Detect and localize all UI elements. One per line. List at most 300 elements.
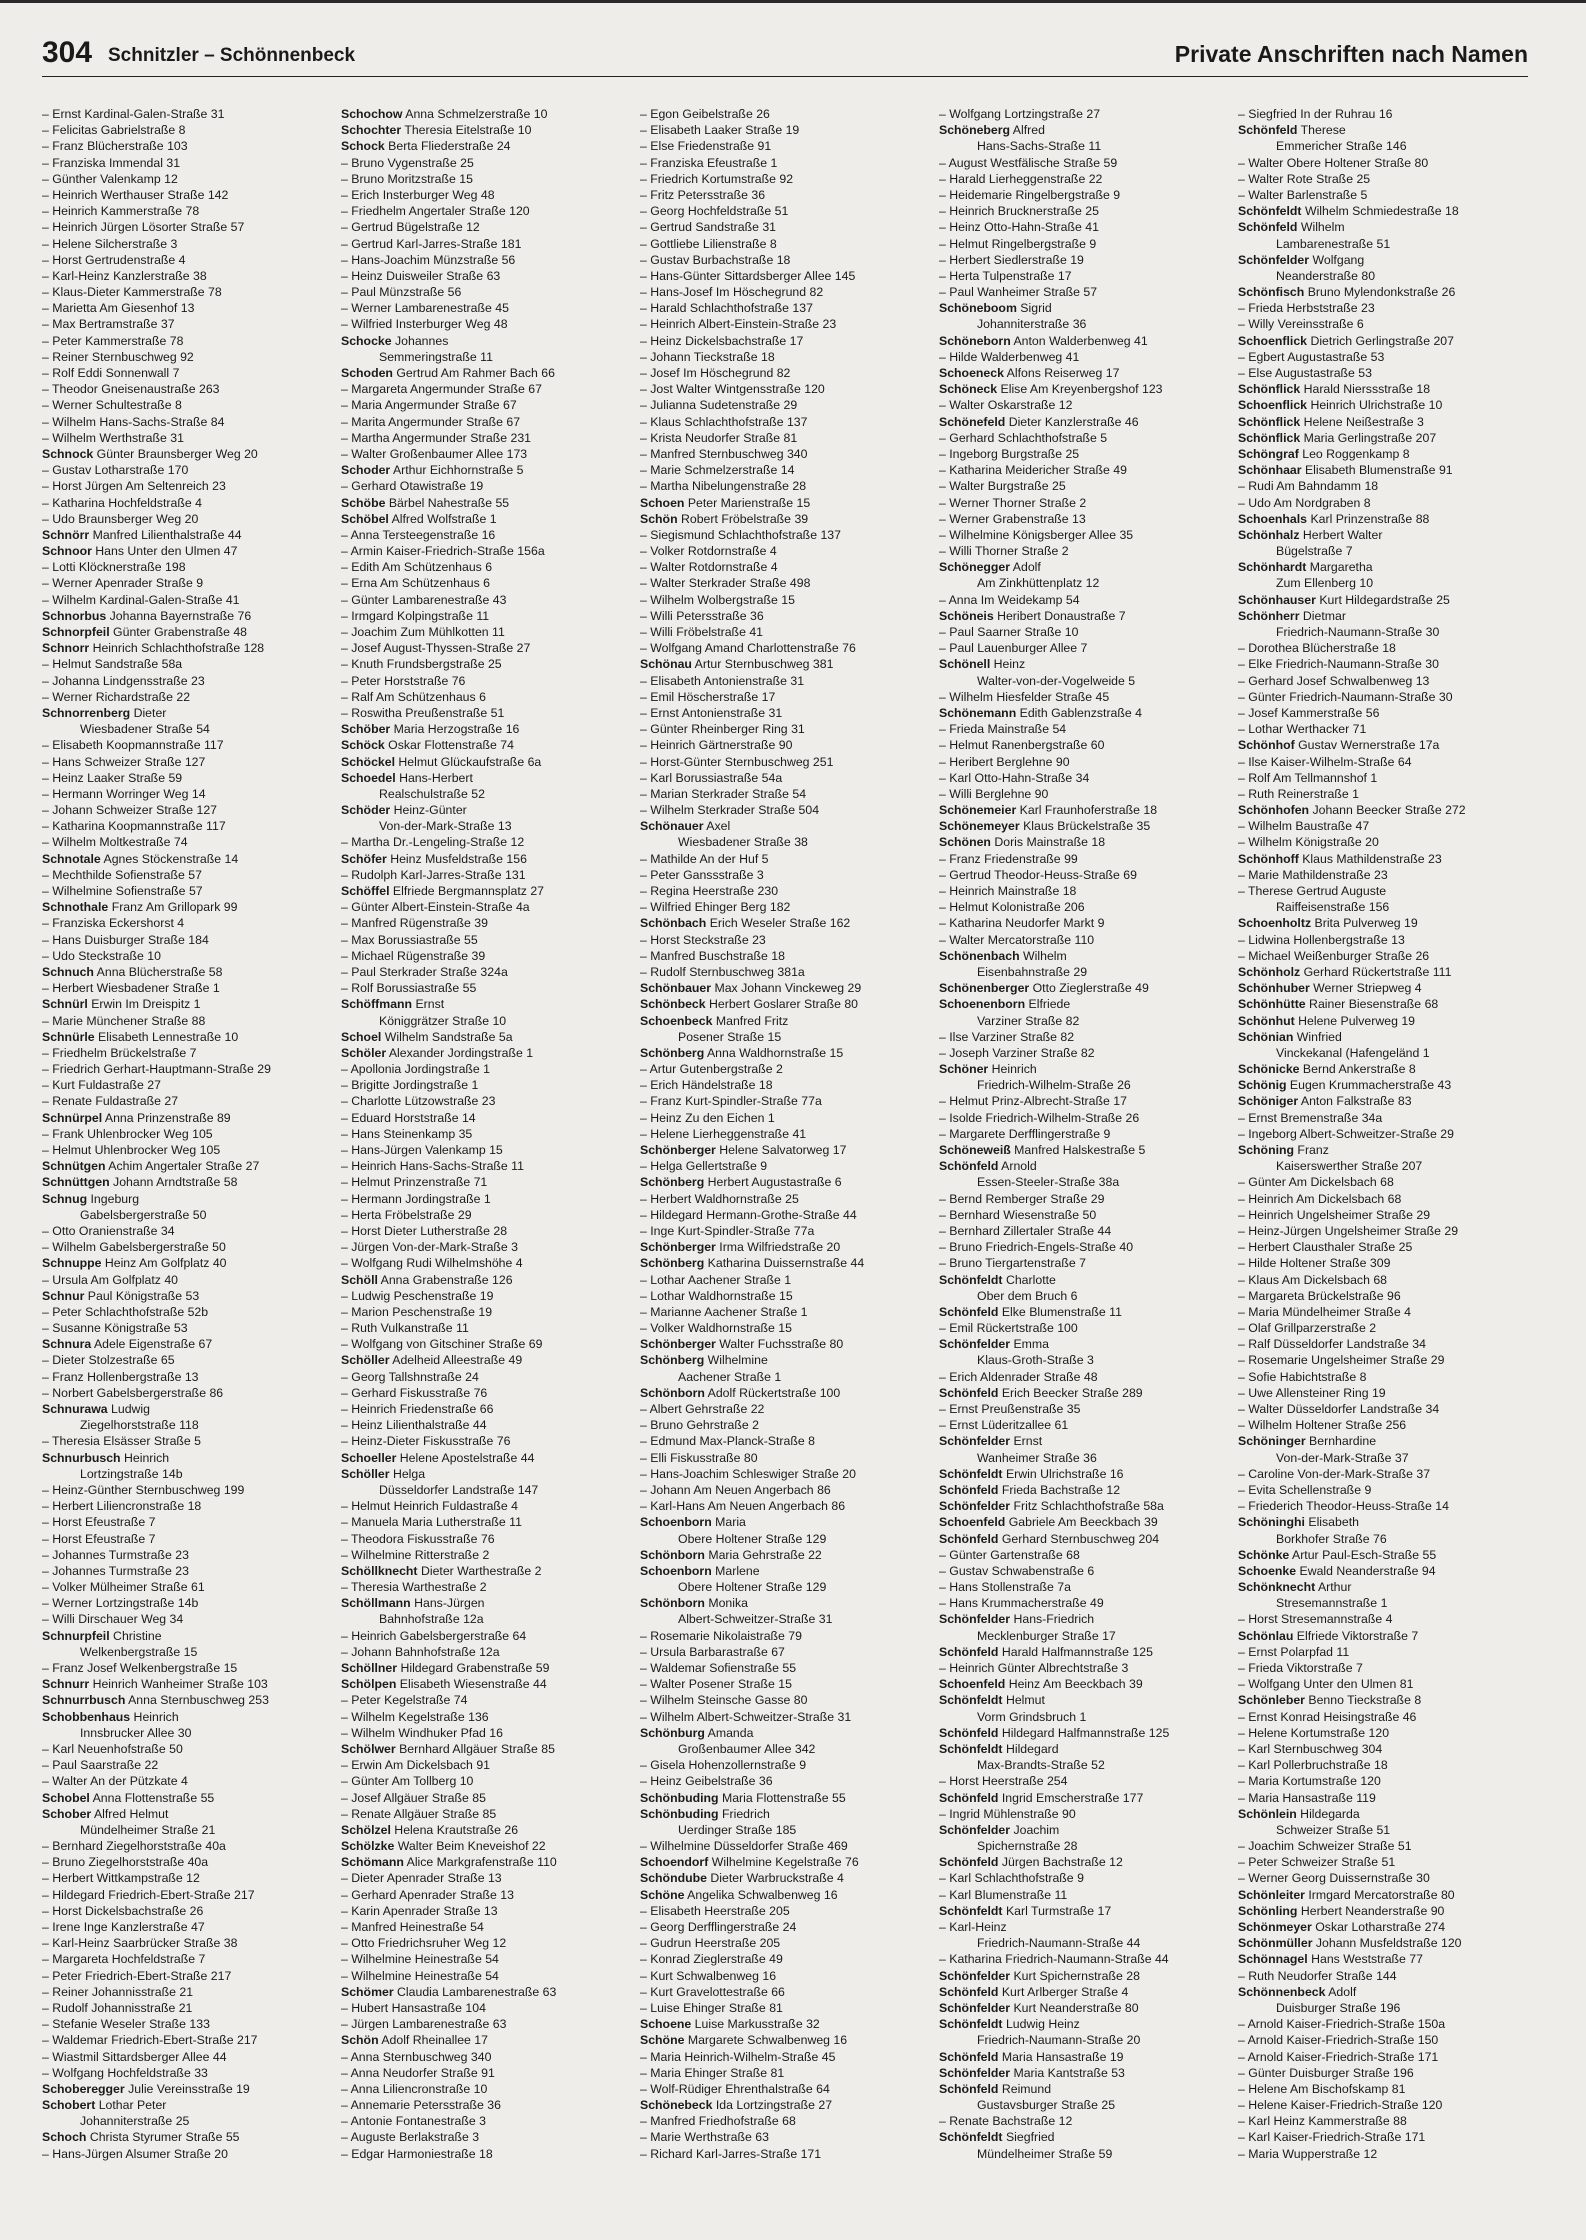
surname: Schönfisch: [1238, 285, 1305, 300]
directory-entry: Schnura Adele Eigenstraße 67: [42, 1337, 213, 1352]
directory-entry: – Hans Schweizer Straße 127: [42, 754, 206, 769]
surname: Schöfer: [341, 851, 387, 866]
surname: Schöckel: [341, 754, 395, 769]
directory-entry: – Frieda Herbststraße 23: [1238, 301, 1375, 316]
surname: Schönemeyer: [939, 819, 1020, 834]
directory-entry: Wanheimer Straße 36: [977, 1450, 1097, 1465]
surname: Schönnenbeck: [1238, 1984, 1326, 1999]
directory-entry: – Siegfried In der Ruhrau 16: [1238, 107, 1393, 121]
directory-entry: – Reiner Sternbuschweg 92: [42, 349, 194, 364]
directory-entry: – Volker Rotdornstraße 4: [640, 544, 777, 559]
surname: Schönborn: [640, 1596, 705, 1611]
directory-entry: – Ernst Kardinal-Galen-Straße 31: [42, 107, 225, 121]
directory-entry: Schöne Angelika Schwalbenweg 16: [640, 1887, 838, 1902]
surname: Schnurbusch: [42, 1450, 121, 1465]
directory-entry: – Heinrich Gabelsbergerstraße 64: [341, 1628, 527, 1643]
directory-entry: Schönfeld Hildegard Halfmannstraße 125: [939, 1725, 1170, 1740]
directory-entry: – Peter Ganssstraße 3: [640, 867, 764, 882]
directory-entry: – Heidemarie Ringelbergstraße 9: [939, 187, 1121, 202]
surname: Schöllmann: [341, 1596, 411, 1611]
surname: Schön: [640, 511, 678, 526]
directory-entry: Schoenfeld Gabriele Am Beeckbach 39: [939, 1515, 1158, 1530]
directory-entry: Schoendorf Wilhelmine Kegelstraße 76: [640, 1855, 859, 1870]
directory-entry: – Charlotte Lützowstraße 23: [341, 1094, 496, 1109]
directory-entry: – Regina Heerstraße 230: [640, 884, 779, 898]
directory-entry: – Herbert Liliencronstraße 18: [42, 1499, 202, 1514]
directory-entry: – Peter Kegelstraße 74: [341, 1693, 468, 1708]
directory-entry: Schönfeld Reimund: [939, 2081, 1052, 2096]
directory-entry: Mündelheimer Straße 21: [80, 1822, 216, 1837]
directory-entry: – Heinz Zu den Eichen 1: [640, 1110, 775, 1125]
directory-entry: Duisburger Straße 196: [1276, 2000, 1401, 2015]
directory-entry: Schönfelder Fritz Schlachthofstraße 58a: [939, 1499, 1164, 1514]
directory-entry: – Apollonia Jordingstraße 1: [341, 1062, 491, 1077]
directory-entry: – Joachim Schweizer Straße 51: [1238, 1839, 1412, 1854]
directory-entry: – Bruno Tiergartenstraße 7: [939, 1256, 1086, 1271]
directory-entry: Schönberger Irma Wilfriedstraße 20: [640, 1240, 841, 1255]
surname: Schönbuding: [640, 1790, 719, 1805]
directory-entry: – Waldemar Sofienstraße 55: [640, 1661, 797, 1675]
directory-entry: – Peter Friedrich-Ebert-Straße 217: [42, 1968, 232, 1983]
surname: Schoenholtz: [1238, 916, 1312, 931]
surname: Schnuppe: [42, 1256, 102, 1271]
directory-entry: – Georg Derfflingerstraße 24: [640, 1920, 797, 1934]
directory-entry: Schönling Herbert Neanderstraße 90: [1238, 1903, 1445, 1918]
surname: Schönhauser: [1238, 592, 1316, 607]
directory-entry: Schöner Heinrich: [939, 1062, 1037, 1077]
directory-entry: Schnock Günter Braunsberger Weg 20: [42, 446, 258, 461]
directory-entry: – Maria Wupperstraße 12: [1238, 2146, 1378, 2161]
directory-entry: Schoel Wilhelm Sandstraße 5a: [341, 1029, 513, 1044]
directory-entry: – Franz Hollenbergstraße 13: [42, 1369, 199, 1384]
directory-entry: – Werner Schultestraße 8: [42, 398, 182, 413]
directory-entry: – Marie Schmelzerstraße 14: [640, 463, 795, 478]
directory-entry: – Ralf Am Schützenhaus 6: [341, 689, 486, 704]
directory-entry: – Walter Barlenstraße 5: [1238, 187, 1368, 202]
directory-entry: Schoenbeck Manfred Fritz: [640, 1013, 789, 1028]
directory-entry: Schönborn Maria Gehrstraße 22: [640, 1547, 822, 1562]
directory-entry: Klaus-Groth-Straße 3: [977, 1353, 1094, 1368]
directory-entry: – Paul Münzstraße 56: [341, 285, 462, 300]
directory-entry: – Bruno Ziegelhorststraße 40a: [42, 1855, 209, 1870]
directory-entry: – Lothar Waldhornstraße 15: [640, 1288, 793, 1303]
directory-entry: Schöneweiß Manfred Halskestraße 5: [939, 1143, 1146, 1157]
directory-entry: – Helmut Ranenbergstraße 60: [939, 738, 1105, 753]
directory-entry: Schöffmann Ernst: [341, 997, 445, 1012]
directory-entry: Ziegelhorststraße 118: [80, 1418, 199, 1433]
directory-entry: – Irmgard Kolpingstraße 11: [341, 608, 490, 623]
directory-entry: Vinckekanal (Hafengeländ 1: [1276, 1045, 1430, 1060]
surname: Schönborn: [640, 1385, 705, 1400]
directory-entry: Semmeringstraße 11: [379, 349, 493, 364]
directory-entry: – Manuela Maria Lutherstraße 11: [341, 1515, 522, 1530]
directory-columns: [42, 106, 1528, 2216]
surname: Schönau: [640, 657, 692, 672]
directory-entry: Wiesbadener Straße 38: [678, 835, 808, 850]
directory-entry: – Volker Mülheimer Straße 61: [42, 1580, 205, 1595]
directory-entry: – Waldemar Friedrich-Ebert-Straße 217: [42, 2033, 258, 2048]
surname: Schönhardt: [1238, 560, 1307, 575]
directory-entry: – Arnold Kaiser-Friedrich-Straße 171: [1238, 2049, 1439, 2064]
directory-entry: Schönbeck Herbert Goslarer Straße 80: [640, 997, 859, 1012]
surname: Schönfeldt: [939, 1272, 1003, 1287]
directory-entry: – Ernst Konrad Heisingstraße 46: [1238, 1709, 1417, 1724]
directory-entry: – Walter Sterkrader Straße 498: [640, 576, 811, 591]
surname: Schöner: [939, 1062, 989, 1077]
directory-entry: – Evita Schellenstraße 9: [1238, 1482, 1372, 1497]
directory-entry: – Manfred Heinestraße 54: [341, 1920, 484, 1934]
directory-entry: – Heinz-Jürgen Ungelsheimer Straße 29: [1238, 1223, 1459, 1238]
surname: Schönflick: [1238, 414, 1301, 429]
directory-entry: Borkhofer Straße 76: [1276, 1531, 1387, 1546]
directory-entry: – Hans Steinenkamp 35: [341, 1126, 473, 1141]
surname: Schönleiter: [1238, 1887, 1305, 1902]
surname: Schönfeld: [939, 1725, 999, 1740]
directory-entry: – Eduard Horststraße 14: [341, 1110, 476, 1125]
directory-entry: Schnothale Franz Am Grillopark 99: [42, 900, 238, 915]
directory-entry: Schönburg Amanda: [640, 1725, 754, 1740]
surname: Schönlau: [1238, 1628, 1294, 1643]
directory-entry: Schnuch Anna Blücherstraße 58: [42, 964, 223, 979]
surname: Schnorbus: [42, 608, 107, 623]
directory-entry: – Friedhelm Angertaler Straße 120: [341, 204, 530, 219]
directory-entry: – Ursula Barbarastraße 67: [640, 1644, 785, 1659]
directory-entry: – Johannes Turmstraße 23: [42, 1563, 189, 1578]
directory-entry: Schönefeld Dieter Kanzlerstraße 46: [939, 414, 1139, 429]
surname: Schoden: [341, 366, 393, 380]
directory-entry: – Heinrich Am Dickelsbach 68: [1238, 1191, 1402, 1206]
directory-entry: – Anna Tersteegenstraße 16: [341, 527, 496, 542]
directory-entry: – Martha Dr.-Lengeling-Straße 12: [341, 835, 525, 850]
surname: Schöneborn: [939, 333, 1011, 348]
directory-entry: Schönig Eugen Krummacherstraße 43: [1238, 1078, 1452, 1093]
directory-entry: – Werner Lortzingstraße 14b: [42, 1596, 199, 1611]
surname: Schönflick: [1238, 382, 1301, 397]
directory-entry: Schönfeld Frieda Bachstraße 12: [939, 1482, 1121, 1497]
directory-entry: – Hans-Joachim Münzstraße 56: [341, 252, 516, 267]
surname: Schönfelder: [939, 1822, 1011, 1837]
directory-entry: – Wilhelm Baustraße 47: [1238, 819, 1370, 834]
surname: Schönbach: [640, 916, 707, 931]
surname: Schönemann: [939, 705, 1017, 720]
surname: Schönfeld: [939, 1984, 999, 1999]
directory-entry: Schönfeldt Wilhelm Schmiedestraße 18: [1238, 204, 1459, 219]
surname: Schöneis: [939, 608, 994, 623]
directory-entry: – Albert Gehrstraße 22: [640, 1402, 765, 1416]
directory-entry: – Heinrich Jürgen Lösorter Straße 57: [42, 220, 245, 235]
directory-entry: Schöfer Heinz Musfeldstraße 156: [341, 851, 527, 866]
directory-entry: – Ingeborg Burgstraße 25: [939, 446, 1080, 461]
directory-entry: – Ruth Reinerstraße 1: [1238, 786, 1359, 801]
surname: Schoberegger: [42, 2081, 125, 2096]
directory-entry: – Karl Neuenhofstraße 50: [42, 1741, 183, 1756]
surname: Schönberger: [640, 1143, 716, 1157]
surname: Schönbuding: [640, 1806, 719, 1821]
surname: Schönberger: [640, 1337, 716, 1352]
directory-entry: Schönhütte Rainer Biesenstraße 68: [1238, 997, 1439, 1012]
column-4: [939, 106, 1229, 2216]
directory-entry: – Hans Stollenstraße 7a: [939, 1580, 1071, 1595]
directory-entry: Schönlau Elfriede Viktorstraße 7: [1238, 1628, 1419, 1643]
directory-entry: Schönauer Axel: [640, 819, 731, 834]
directory-entry: – Rudolph Karl-Jarres-Straße 131: [341, 867, 526, 882]
surname: Schnurr: [42, 1677, 90, 1692]
directory-entry: – Volker Waldhornstraße 15: [640, 1321, 792, 1336]
directory-entry: Schönen Doris Mainstraße 18: [939, 835, 1106, 850]
directory-entry: Zum Ellenberg 10: [1276, 576, 1374, 591]
surname: Schönbeck: [640, 997, 706, 1012]
surname: Schöndube: [640, 1871, 707, 1886]
directory-entry: – Karl Kaiser-Friedrich-Straße 171: [1238, 2130, 1426, 2145]
directory-entry: Schoenflick Heinrich Ulrichstraße 10: [1238, 398, 1443, 413]
directory-entry: – Wilhelm Hans-Sachs-Straße 84: [42, 414, 225, 429]
directory-entry: Schobbenhaus Heinrich: [42, 1709, 179, 1724]
directory-entry: – Erich Händelstraße 18: [640, 1078, 773, 1093]
directory-entry: Schöll Anna Grabenstraße 126: [341, 1272, 513, 1287]
surname: Schönig: [1238, 1078, 1287, 1093]
surname: Schönberg: [640, 1353, 705, 1368]
directory-entry: – Michael Weißenburger Straße 26: [1238, 948, 1430, 963]
surname: Schönfelder: [939, 1968, 1011, 1983]
directory-entry: – Ilse Varziner Straße 82: [939, 1029, 1075, 1044]
directory-entry: Schönke Artur Paul-Esch-Straße 55: [1238, 1547, 1437, 1562]
directory-entry: – Heinrich Günter Albrechtstraße 3: [939, 1661, 1129, 1675]
directory-entry: – Renate Bachstraße 12: [939, 2114, 1073, 2129]
surname: Schoch: [42, 2130, 87, 2145]
surname: Schönflick: [1238, 430, 1301, 445]
directory-entry: – Lothar Aachener Straße 1: [640, 1272, 792, 1287]
directory-entry: – Heinrich Albert-Einstein-Straße 23: [640, 317, 837, 332]
directory-entry: – Inge Kurt-Spindler-Straße 77a: [640, 1223, 815, 1238]
directory-entry: Max-Brandts-Straße 52: [977, 1758, 1105, 1773]
directory-entry: Schönhaar Elisabeth Blumenstraße 91: [1238, 463, 1453, 478]
surname: Schönknecht: [1238, 1580, 1316, 1595]
directory-entry: – Rosemarie Ungelsheimer Straße 29: [1238, 1353, 1445, 1368]
directory-entry: Am Zinkhüttenplatz 12: [977, 576, 1100, 591]
directory-entry: – Heinz Laaker Straße 59: [42, 770, 183, 785]
directory-entry: – Anna Sternbuschweg 340: [341, 2049, 492, 2064]
directory-entry: – Arnold Kaiser-Friedrich-Straße 150: [1238, 2033, 1439, 2048]
directory-entry: – Herta Fröbelstraße 29: [341, 1207, 472, 1222]
directory-entry: Schönnagel Hans Weststraße 77: [1238, 1952, 1423, 1967]
directory-entry: – Wilhelm Gabelsbergerstraße 50: [42, 1240, 226, 1255]
directory-entry: – Heribert Berglehne 90: [939, 754, 1070, 769]
surname: Schölwer: [341, 1741, 396, 1756]
directory-entry: – Isolde Friedrich-Wilhelm-Straße 26: [939, 1110, 1140, 1125]
directory-entry: – Ernst Polarpfad 11: [1238, 1644, 1350, 1659]
directory-entry: – Wolfgang Hochfeldstraße 33: [42, 2065, 208, 2080]
directory-entry: Schönenbach Wilhelm: [939, 948, 1067, 963]
surname: Schönenbach: [939, 948, 1020, 963]
directory-entry: – Sofie Habichtstraße 8: [1238, 1369, 1367, 1384]
directory-entry: Schocke Johannes: [341, 333, 449, 348]
directory-entry: – Renate Fuldastraße 27: [42, 1094, 179, 1109]
directory-entry: – Günter Gartenstraße 68: [939, 1547, 1080, 1562]
directory-entry: – Walter Rote Straße 25: [1238, 171, 1371, 186]
directory-entry: Schnurr Heinrich Wanheimer Straße 103: [42, 1677, 268, 1692]
directory-entry: – Bernhard Zillertaler Straße 44: [939, 1223, 1112, 1238]
directory-entry: – Konrad Zieglerstraße 49: [640, 1952, 783, 1967]
directory-entry: – Dieter Apenrader Straße 13: [341, 1871, 502, 1886]
directory-entry: – Theresia Warthestraße 2: [341, 1580, 487, 1595]
directory-entry: Schöneis Heribert Donaustraße 7: [939, 608, 1126, 623]
surname: Schoeller: [341, 1450, 397, 1465]
directory-entry: Großenbaumer Allee 342: [678, 1741, 816, 1756]
directory-entry: Albert-Schweitzer-Straße 31: [678, 1612, 833, 1627]
directory-entry: Varziner Straße 82: [977, 1013, 1080, 1028]
directory-entry: Düsseldorfer Landstraße 147: [379, 1482, 539, 1497]
directory-entry: – Hans-Günter Sittardsberger Allee 145: [640, 268, 856, 283]
directory-entry: Schöninger Bernhardine: [1238, 1434, 1377, 1449]
directory-entry: Schönfeldt Erwin Ulrichstraße 16: [939, 1466, 1124, 1481]
directory-entry: – Georg Hochfeldstraße 51: [640, 204, 789, 219]
surname: Schoder: [341, 463, 391, 478]
directory-entry: – Theodor Gneisenaustraße 263: [42, 382, 220, 397]
directory-entry: – Franz Friedenstraße 99: [939, 851, 1078, 866]
directory-entry: – Horst Efeustraße 7: [42, 1515, 156, 1530]
directory-entry: Schöninghi Elisabeth: [1238, 1515, 1359, 1530]
directory-entry: Schöbel Alfred Wolfstraße 1: [341, 511, 497, 526]
directory-entry: – Werner Richardstraße 22: [42, 689, 191, 704]
directory-entry: – Willi Berglehne 90: [939, 786, 1049, 801]
surname: Schoeneck: [939, 366, 1004, 380]
directory-entry: Schoberegger Julie Vereinsstraße 19: [42, 2081, 250, 2096]
surname: Schobert: [42, 2098, 96, 2113]
surname: Schoenborn: [640, 1515, 712, 1530]
directory-entry: Königgrätzer Straße 10: [379, 1013, 507, 1028]
directory-entry: – Marie Münchener Straße 88: [42, 1013, 206, 1028]
directory-entry: Vorm Grindsbruch 1: [977, 1709, 1087, 1724]
directory-entry: – Friedrich Kortumstraße 92: [640, 171, 794, 186]
directory-entry: Schönemeier Karl Fraunhoferstraße 18: [939, 803, 1158, 818]
directory-entry: Friedrich-Naumann-Straße 20: [977, 2033, 1141, 2048]
directory-entry: – Siegismund Schlachthofstraße 137: [640, 527, 841, 542]
directory-entry: Schönegger Adolf: [939, 560, 1041, 575]
directory-entry: Schoenflick Dietrich Gerlingstraße 207: [1238, 333, 1454, 348]
directory-entry: – Gertrud Sandstraße 31: [640, 220, 777, 235]
directory-entry: Schoeneck Alfons Reiserweg 17: [939, 366, 1120, 380]
directory-entry: Raiffeisenstraße 156: [1276, 900, 1390, 915]
directory-entry: – Maria Angermunder Straße 67: [341, 398, 517, 413]
directory-entry: Schnorpfeil Günter Grabenstraße 48: [42, 625, 248, 639]
surname: Schoenenborn: [939, 997, 1026, 1012]
directory-entry: – Renate Allgäuer Straße 85: [341, 1806, 497, 1821]
directory-entry: Schoene Luise Markusstraße 32: [640, 2017, 820, 2032]
directory-entry: Mündelheimer Straße 59: [977, 2146, 1113, 2161]
surname: Schömer: [341, 1984, 394, 1999]
directory-entry: Schöckel Helmut Glückaufstraße 6a: [341, 754, 542, 769]
directory-entry: – Johannes Turmstraße 23: [42, 1547, 189, 1562]
directory-entry: Schönfisch Bruno Mylendonkstraße 26: [1238, 285, 1456, 300]
directory-entry: – Walter An der Pützkate 4: [42, 1774, 188, 1789]
directory-entry: Schönhut Helene Pulverweg 19: [1238, 1013, 1416, 1028]
directory-entry: – Friedrich Gerhart-Hauptmann-Straße 29: [42, 1062, 271, 1077]
surname: Schönfeld: [939, 1304, 999, 1319]
directory-entry: Emmericher Straße 146: [1276, 139, 1407, 154]
directory-entry: Schönmüller Johann Musfeldstraße 120: [1238, 1936, 1462, 1951]
directory-entry: – Krista Neudorfer Straße 81: [640, 430, 798, 445]
directory-entry: – Günther Valenkamp 12: [42, 171, 178, 186]
directory-entry: Schnüttgen Johann Arndtstraße 58: [42, 1175, 238, 1190]
directory-entry: – Udo Am Nordgraben 8: [1238, 495, 1371, 510]
surname: Schnürle: [42, 1029, 95, 1044]
directory-entry: – Heinz Geibelstraße 36: [640, 1774, 773, 1789]
surname: Schönfeld: [939, 1790, 999, 1805]
directory-entry: – Helene Kortumstraße 120: [1238, 1725, 1390, 1740]
directory-entry: – Franz Josef Welkenbergstraße 15: [42, 1661, 238, 1675]
directory-entry: – Josef Allgäuer Straße 85: [341, 1790, 486, 1805]
directory-entry: – Ernst Lüderitzallee 61: [939, 1418, 1069, 1433]
directory-entry: Schönholz Gerhard Rückertstraße 111: [1238, 964, 1452, 979]
directory-entry: Schönfelder Joachim: [939, 1822, 1060, 1837]
surname: Schölpen: [341, 1677, 397, 1692]
directory-entry: – Gerhard Josef Schwalbenweg 13: [1238, 673, 1430, 688]
directory-entry: – Werner Apenrader Straße 9: [42, 576, 204, 591]
directory-entry: Johanniterstraße 36: [977, 317, 1087, 332]
directory-entry: Schönfeld Jürgen Bachstraße 12: [939, 1855, 1123, 1870]
directory-entry: – Olaf Grillparzerstraße 2: [1238, 1321, 1377, 1336]
directory-entry: – Gustav Lotharstraße 170: [42, 463, 189, 478]
directory-entry: Gustavsburger Straße 25: [977, 2098, 1116, 2113]
directory-entry: – Gerhard Otawistraße 19: [341, 479, 484, 494]
surname: Schnuch: [42, 964, 94, 979]
directory-entry: Gabelsbergerstraße 50: [80, 1207, 207, 1222]
directory-entry: Schönbuding Maria Flottenstraße 55: [640, 1790, 846, 1805]
surname: Schönfeld: [939, 2081, 999, 2096]
surname: Schochter: [341, 123, 402, 138]
directory-entry: – Margareta Angermunder Straße 67: [341, 382, 542, 397]
directory-entry: – Karl Schlachthofstraße 9: [939, 1871, 1084, 1886]
directory-entry: Schönfeld Erich Beecker Straße 289: [939, 1385, 1143, 1400]
surname: Schock: [341, 139, 385, 154]
surname: Schnürpel: [42, 1110, 103, 1125]
directory-entry: – Luise Ehinger Straße 81: [640, 2000, 783, 2015]
directory-entry: – Jost Walter Wintgensstraße 120: [640, 382, 825, 397]
directory-entry: Obere Holtener Straße 129: [678, 1531, 827, 1546]
surname: Schön: [341, 2033, 379, 2048]
directory-entry: – Johanna Lindgensstraße 23: [42, 673, 205, 688]
directory-entry: Hans-Sachs-Straße 11: [977, 139, 1102, 154]
directory-entry: – Werner Georg Duissernstraße 30: [1238, 1871, 1430, 1886]
directory-entry: – Ralf Düsseldorfer Landstraße 34: [1238, 1337, 1426, 1352]
directory-entry: Schoenborn Maria: [640, 1515, 746, 1530]
directory-entry: Bahnhofstraße 12a: [379, 1612, 484, 1627]
directory-entry: Schock Berta Fliederstraße 24: [341, 139, 511, 154]
surname: Schönfelder: [939, 1612, 1011, 1627]
directory-entry: – Wolfgang Amand Charlottenstraße 76: [640, 641, 856, 656]
directory-entry: Schoeller Helene Apostelstraße 44: [341, 1450, 535, 1465]
directory-entry: Schöck Oskar Flottenstraße 74: [341, 738, 514, 753]
directory-entry: – Ingeborg Albert-Schweitzer-Straße 29: [1238, 1126, 1454, 1141]
directory-entry: – Katharina Friedrich-Naumann-Straße 44: [939, 1952, 1169, 1967]
directory-entry: Ober dem Bruch 6: [977, 1288, 1078, 1303]
surname: Schnug: [42, 1191, 88, 1206]
directory-entry: – Armin Kaiser-Friedrich-Straße 156a: [341, 544, 545, 559]
directory-entry: Schönhofen Johann Beecker Straße 272: [1238, 803, 1466, 818]
directory-entry: – Martha Nibelungenstraße 28: [640, 479, 807, 494]
surname: Schöninger: [1238, 1434, 1306, 1449]
directory-entry: Schönenberger Otto Zieglerstraße 49: [939, 981, 1149, 996]
directory-entry: – Marietta Am Giesenhof 13: [42, 301, 195, 316]
directory-entry: – Wilhelm Kegelstraße 136: [341, 1709, 489, 1724]
directory-entry: Schoedel Hans-Herbert: [341, 770, 473, 785]
directory-entry: Wiesbadener Straße 54: [80, 722, 210, 737]
directory-entry: – Walter Posener Straße 15: [640, 1677, 792, 1692]
directory-entry: – Paul Saarstraße 22: [42, 1758, 159, 1773]
directory-entry: Schochter Theresia Eitelstraße 10: [341, 123, 532, 138]
directory-entry: – Uwe Allensteiner Ring 19: [1238, 1385, 1386, 1400]
directory-entry: Schnurpfeil Christine: [42, 1628, 162, 1643]
